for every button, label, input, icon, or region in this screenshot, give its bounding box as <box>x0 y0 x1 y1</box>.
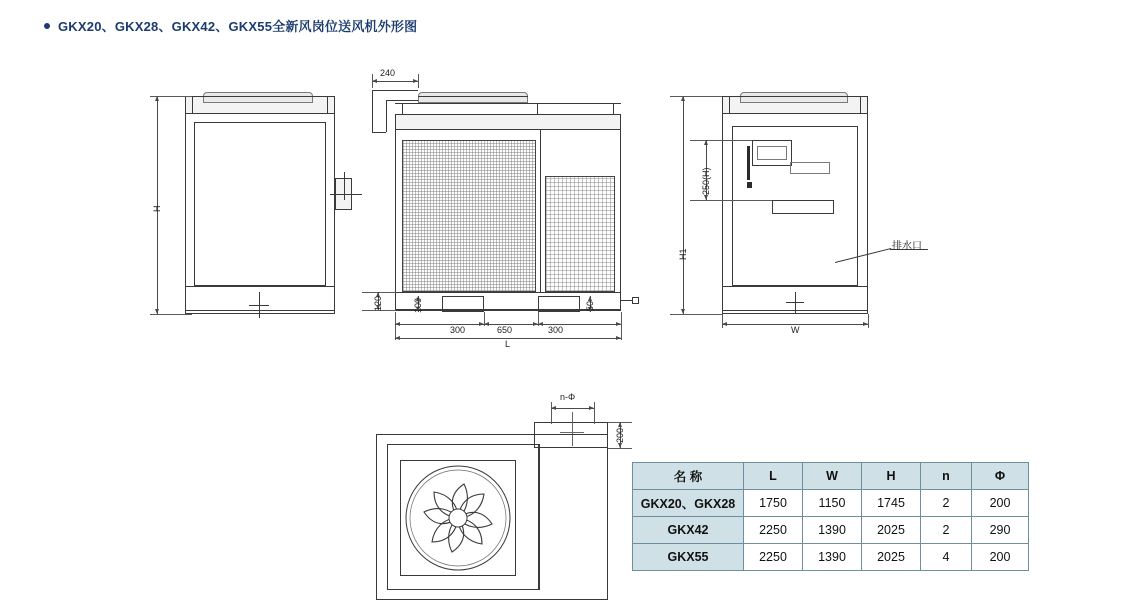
rear-view-dim-W: W <box>791 325 800 335</box>
cell-phi: 200 <box>972 490 1029 517</box>
cell-l: 1750 <box>744 490 803 517</box>
th-n: n <box>921 463 972 490</box>
cell-w: 1390 <box>803 544 862 571</box>
table-header-row <box>633 463 1029 490</box>
front-view-dim-50: 50 <box>585 300 595 311</box>
table-row <box>633 544 1029 571</box>
cell-h: 2025 <box>862 544 921 571</box>
cell-h: 1745 <box>862 490 921 517</box>
cell-name: GKX42 <box>633 517 744 544</box>
cell-w: 1150 <box>803 490 862 517</box>
rear-view-dim-250h: 250(H) <box>701 167 711 195</box>
bottom-view-dim-200: 200 <box>615 427 625 443</box>
front-view-dim-240: 240 <box>380 68 396 78</box>
bottom-view-dim-nphi: n-Φ <box>560 392 576 402</box>
side-view-height-label: H <box>152 205 162 212</box>
cell-l: 2250 <box>744 517 803 544</box>
cell-w: 1390 <box>803 517 862 544</box>
front-view-dim-L: L <box>505 339 511 349</box>
rear-view-dim-H1: H1 <box>678 248 688 260</box>
cell-name: GKX20、GKX28 <box>633 490 744 517</box>
th-name: 名 称 <box>633 463 744 490</box>
front-view-dim-650: 650 <box>497 325 513 335</box>
rear-view-drain-label: 排水口 <box>892 241 922 252</box>
front-view-dim-120: 120 <box>373 295 383 311</box>
th-phi: Φ <box>972 463 1029 490</box>
fan-icon <box>404 464 512 572</box>
cell-l: 2250 <box>744 544 803 571</box>
table-row <box>633 517 1029 544</box>
spec-table <box>632 462 1029 571</box>
table-row <box>633 490 1029 517</box>
th-w: W <box>803 463 862 490</box>
th-l: L <box>744 463 803 490</box>
cell-h: 2025 <box>862 517 921 544</box>
front-view-dim-300-left: 300 <box>450 325 466 335</box>
front-view-dim-100: 100 <box>413 297 423 313</box>
cell-n: 2 <box>921 490 972 517</box>
cell-name: GKX55 <box>633 544 744 571</box>
cell-n: 4 <box>921 544 972 571</box>
cell-n: 2 <box>921 517 972 544</box>
th-h: H <box>862 463 921 490</box>
cell-phi: 200 <box>972 544 1029 571</box>
page-title-text: GKX20、GKX28、GKX42、GKX55全新风岗位送风机外形图 <box>58 19 418 34</box>
bullet-icon <box>44 23 50 29</box>
page-title <box>44 16 417 35</box>
cell-phi: 290 <box>972 517 1029 544</box>
front-view-dim-300-right: 300 <box>548 325 564 335</box>
